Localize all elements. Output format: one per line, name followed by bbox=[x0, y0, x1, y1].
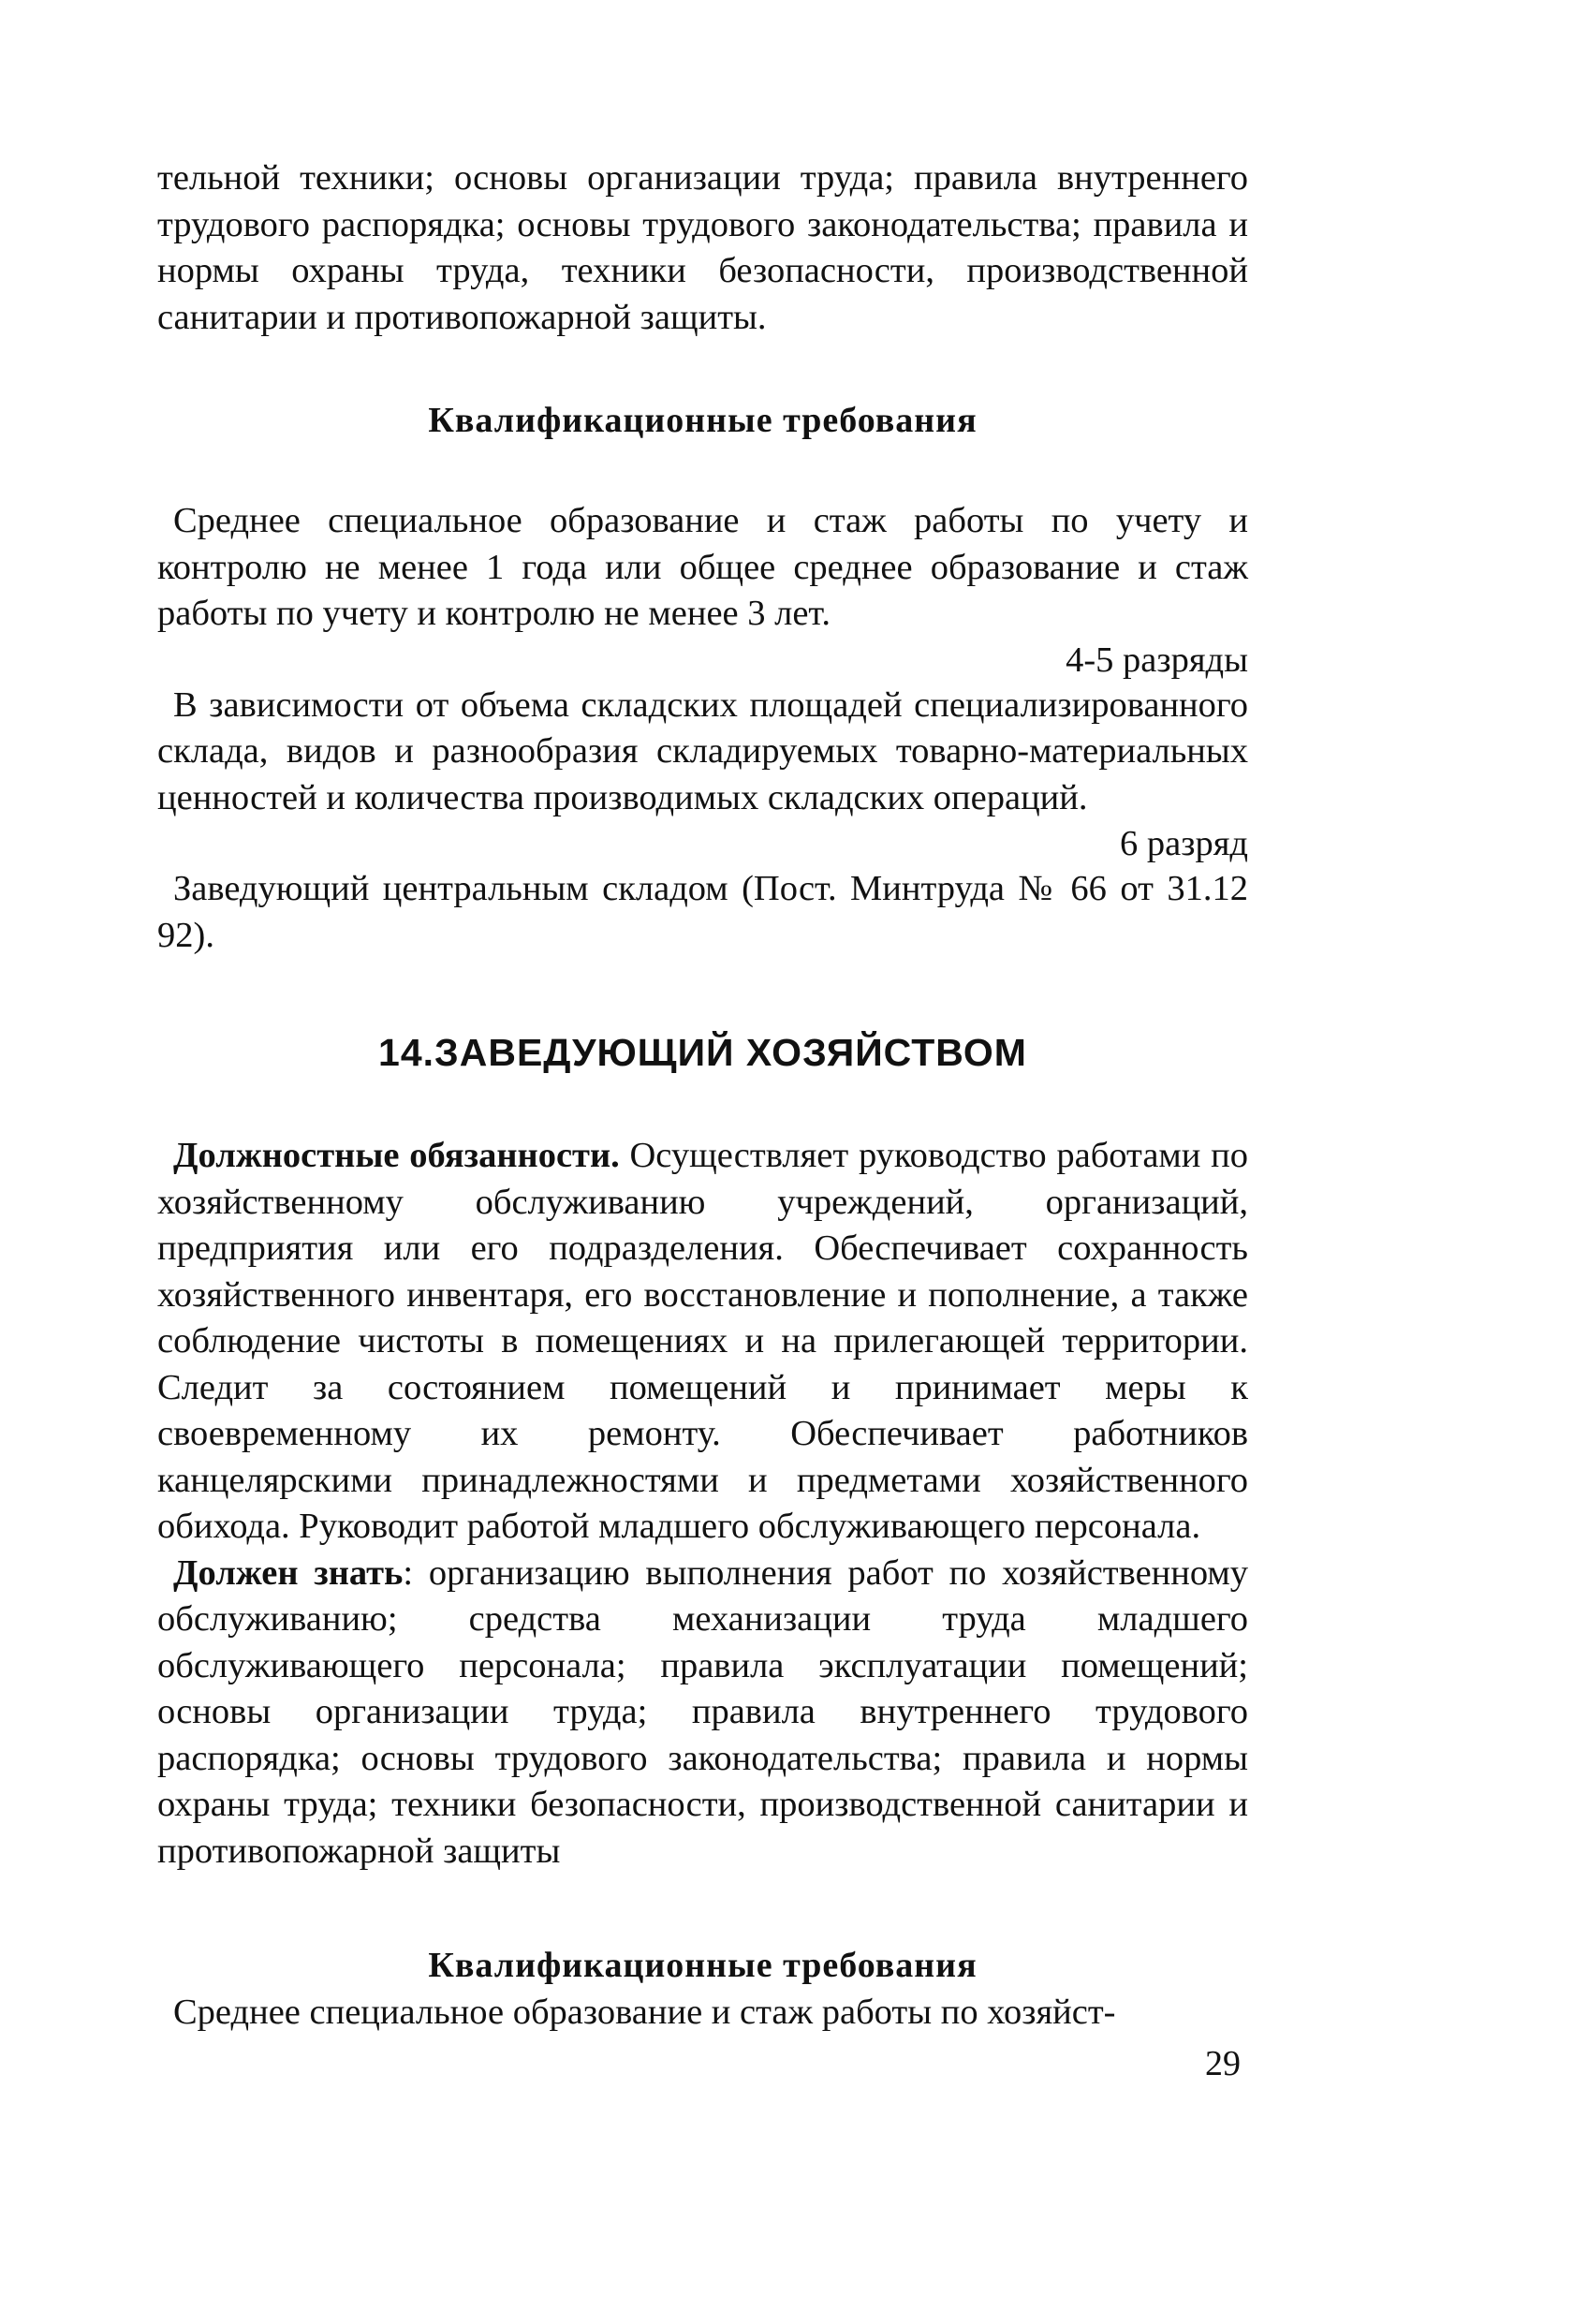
section-title: 14.ЗАВЕДУЮЩИЙ ХОЗЯЙСТВОМ bbox=[378, 1031, 1027, 1074]
grade-description-6: Заведующий центральным складом (Пост. Минтруда № 66 от 31.12 92). bbox=[157, 869, 1248, 955]
section-title-block bbox=[157, 1028, 1248, 1077]
section-heading: Квалификационные требования bbox=[428, 1946, 978, 1985]
grade-description-4-5: В зависимости от объема складских площадей специализированного склада, видов и разнообразия складируемых товарно-материальных ценностей и количества производимых складских операций. bbox=[157, 684, 1248, 817]
duties-label: Должностные обязанности. bbox=[173, 1136, 620, 1175]
knowledge-paragraph bbox=[157, 1551, 1248, 1875]
grade-label-6: 6 разряд bbox=[1120, 824, 1248, 863]
qualification-heading-2 bbox=[157, 1943, 1248, 1988]
duties-block bbox=[157, 1133, 1248, 1875]
knowledge-text-continued: тельной техники; основы организации труда; правила внутреннего трудового распорядка; основы трудового законодательства; правила и нормы охраны труда, техники безопасности, производственной санитарии и противопожарной защиты. bbox=[157, 158, 1248, 337]
page-number: 29 bbox=[1205, 2044, 1241, 2083]
duties-text: Осуществляет руководство работами по хозяйственному обслуживанию учреждений, организаций, предприятия или его подразделения. Обеспечивает сохранность хозяйственного инвентаря, его восстановление и пополнение, а также соблюдение чистоты в помещениях и на прилегающей территории. Следит за состоянием помещений и принимает меры к своевременному их ремонту. Обеспечивает работников канцелярскими принадлежностями и предметами хозяйственного обихода. Руководит работой младшего обслуживающего персонала. bbox=[157, 1136, 1248, 1546]
grade-label-4-5: 4-5 разряды bbox=[1066, 640, 1248, 680]
knowledge-text: : организацию выполнения работ по хозяйственному обслуживанию; средства механизации труда младшего обслуживающего персонала; правила эксплуатации помещений; основы организации труда; правила внутреннего трудового распорядка; основы трудового законодательства; правила и нормы охраны труда; техники безопасности, производственной санитарии и противопожарной защиты bbox=[157, 1552, 1248, 1871]
qualification-paragraph: Среднее специальное образование и стаж работы по хозяйст- bbox=[173, 1993, 1116, 2032]
qualification-heading-1 bbox=[157, 398, 1248, 443]
qualification-block-1 bbox=[157, 498, 1248, 959]
section-heading: Квалификационные требования bbox=[428, 401, 978, 440]
qualification-block-2 bbox=[157, 1990, 1248, 2037]
previous-section-continuation bbox=[157, 155, 1248, 341]
qualification-paragraph: Среднее специальное образование и стаж работы по учету и контролю не менее 1 года или общее среднее образование и стаж работы по учету и контролю не менее 3 лет. bbox=[157, 501, 1248, 633]
duties-paragraph bbox=[157, 1133, 1248, 1551]
knowledge-label: Должен знать bbox=[173, 1552, 404, 1593]
